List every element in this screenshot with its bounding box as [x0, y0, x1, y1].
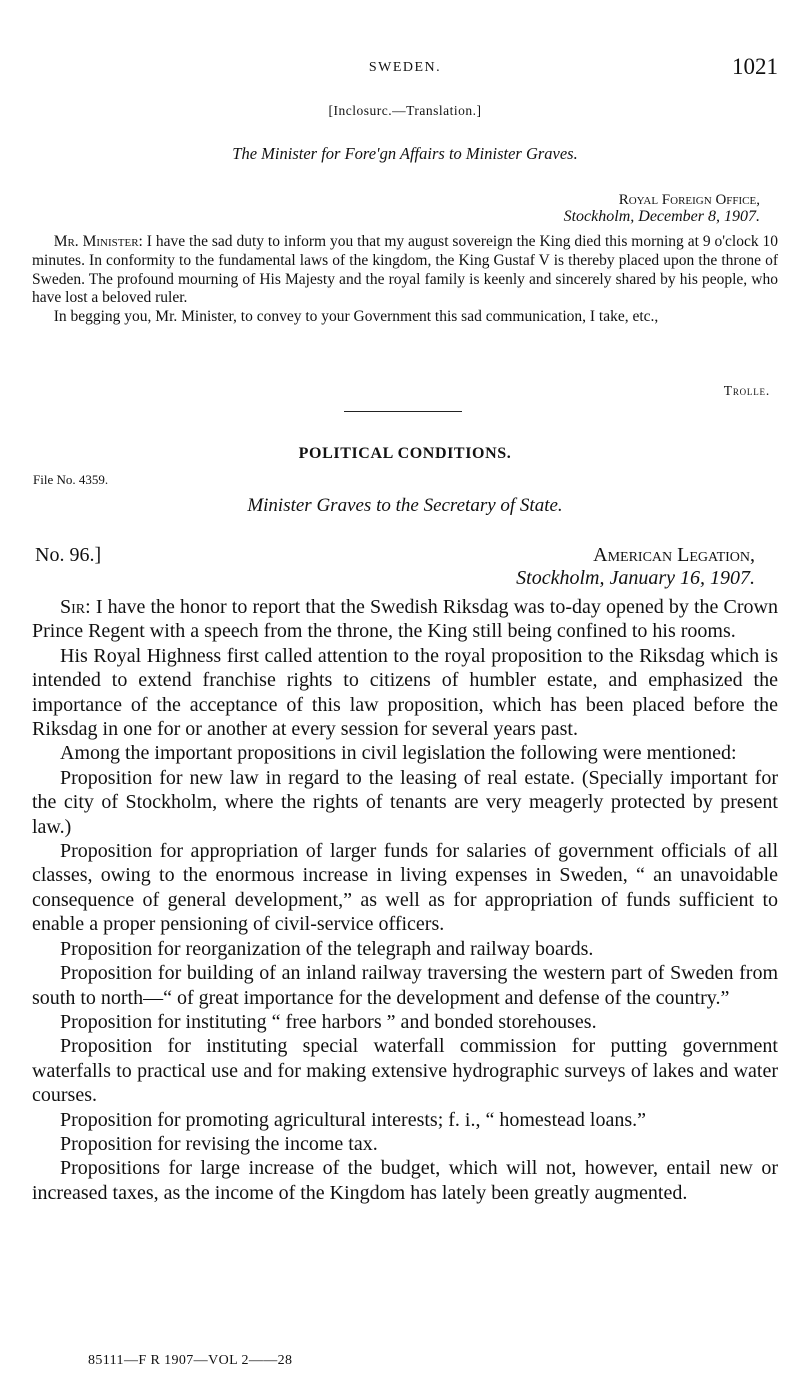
despatch-paragraph: Sir: I have the honor to report that the Swedish Riksdag was to-day opened by the Crown Prince Regent with a speech from the throne, the King still being confined to his rooms.: [32, 596, 778, 643]
despatch-paragraph: Proposition for appropriation of larger funds for salaries of government officials of all classes, owing to the enormous increase in living expenses in Sweden, “ an unavoidable consequence of general development,” as well as for appropriation of funds sufficient to enable a proper pensioning of civil-service officers.: [32, 840, 778, 936]
despatch-paragraph: Among the important propositions in civil legislation the following were mentioned:: [60, 742, 737, 765]
file-number: File No. 4359.: [33, 472, 109, 487]
printer-signature-line: 85111—F R 1907—VOL 2——28: [88, 1353, 293, 1368]
despatch-place-date: Stockholm, January 16, 1907.: [516, 567, 755, 589]
enclosure-letter-body: [32, 233, 778, 327]
page-number: 1021: [732, 54, 778, 79]
enclosure-subheading: The Minister for Fore'gn Affairs to Minister Graves.: [232, 144, 578, 163]
despatch-paragraph: His Royal Highness first called attention to the royal proposition to the Riksdag which is intended to extend franchise rights to citizens of humbler estate, and emphasized the importance of the acceptance of this law proposition, which has been placed before the Riksdag in one for or another at every session for several years past.: [32, 644, 778, 741]
despatch-paragraph: Proposition for instituting special waterfall commission for putting government waterfalls to practical use and for making extensive hydrographic surveys of lakes and water courses.: [32, 1035, 778, 1107]
despatch-paragraph: Proposition for building of an inland railway traversing the western part of Sweden from south to north—“ of great importance for the development and defense of the country.”: [32, 962, 778, 1009]
enclosure-signature: Trolle.: [723, 383, 770, 398]
enclosure-paragraph: In begging you, Mr. Minister, to convey to your Government this sad communication, I take, etc.,: [53, 308, 659, 326]
section-divider: [344, 411, 462, 412]
despatch-salutation: Sir:: [60, 596, 91, 618]
section-title: POLITICAL CONDITIONS.: [298, 445, 512, 462]
despatch-number: No. 96.]: [35, 544, 102, 566]
enclosure-place-date: Stockholm, December 8, 1907.: [563, 208, 760, 225]
despatch-paragraph: Proposition for reorganization of the telegraph and railway boards.: [60, 937, 594, 960]
despatch-paragraph: Proposition for new law in regard to the leasing of real estate. (Specially important for the city of Stockholm, where the rights of tenants are very meagerly protected by present law.): [32, 766, 778, 838]
despatch-paragraph: Proposition for promoting agricultural interests; f. i., “ homestead loans.”: [60, 1108, 646, 1131]
despatch-paragraph: Propositions for large increase of the budget, which will not, however, entail new or increased taxes, as the income of the Kingdom has lately been greatly augmented.: [32, 1157, 778, 1204]
enclosure-caption: [Inclosurc.—Translation.]: [328, 103, 482, 118]
despatch-subheading: Minister Graves to the Secretary of State.: [247, 495, 563, 516]
despatch-legation: American Legation,: [593, 544, 755, 566]
despatch-body: [32, 595, 778, 1205]
enclosure-salutation: Mr. Minister:: [53, 233, 143, 250]
enclosure-paragraph: Mr. Minister: I have the sad duty to inform you that my august sovereign the King died this morning at 9 o'clock 10 minutes. In conformity to the fundamental laws of the kingdom, the King Gustaf V is thereby placed upon the throne of Sweden. The profound mourning of His Majesty and the royal family is keenly and sincerely shared by his people, who have lost a beloved ruler.: [32, 233, 779, 307]
enclosure-office: Royal Foreign Office,: [618, 192, 760, 208]
page-header-title: SWEDEN.: [368, 60, 442, 75]
despatch-paragraph: Proposition for revising the income tax.: [60, 1132, 378, 1155]
running-head: [0, 56, 810, 82]
despatch-paragraph: Proposition for instituting “ free harbors ” and bonded storehouses.: [60, 1010, 597, 1033]
